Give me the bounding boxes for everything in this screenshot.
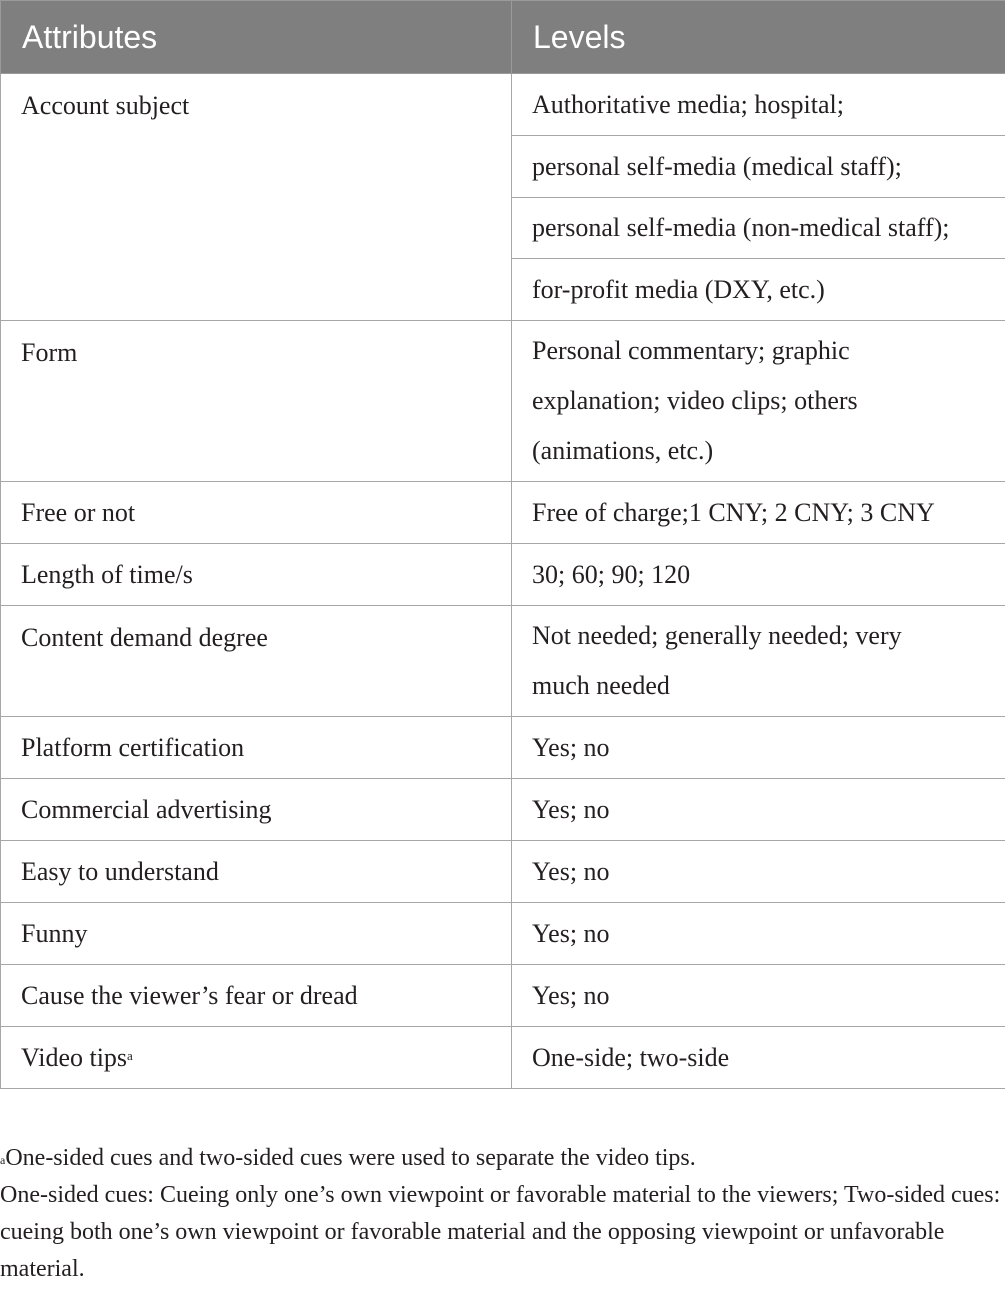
footnote-b: One-sided cues: Cueing only one’s own viewpoint or favorable material to the viewers; Two-sided cues: cueing both one’s own viewpoint or favorable material and the opposing viewpoint or unfavorable material. xyxy=(0,1182,1001,1282)
level-cell: Yes; no xyxy=(512,903,1005,965)
level-cell: for-profit media (DXY, etc.) xyxy=(512,259,1005,321)
footnote-a-marker: a xyxy=(0,1153,6,1167)
attribute-cell: Platform certification xyxy=(1,717,512,779)
header-attributes: Attributes xyxy=(1,1,512,74)
attribute-cell: Length of time/s xyxy=(1,544,512,606)
level-cell: Yes; no xyxy=(512,717,1005,779)
table-row xyxy=(1,482,1005,544)
attribute-cell: Funny xyxy=(1,903,512,965)
attribute-cell: Account subject xyxy=(1,74,512,321)
footnote-a-text: One-sided cues and two-sided cues were used to separate the video tips. xyxy=(5,1145,696,1171)
table-header-row xyxy=(1,1,1005,74)
attribute-cell: Cause the viewer’s fear or dread xyxy=(1,965,512,1027)
level-cell: Free of charge;1 CNY; 2 CNY; 3 CNY xyxy=(512,482,1005,544)
attribute-cell: Free or not xyxy=(1,482,512,544)
level-cell: Yes; no xyxy=(512,779,1005,841)
footnote-marker: a xyxy=(127,1048,133,1063)
level-cell: 30; 60; 90; 120 xyxy=(512,544,1005,606)
attribute-cell xyxy=(1,1027,512,1089)
attribute-cell: Form xyxy=(1,321,512,482)
table-row xyxy=(1,1027,1005,1089)
level-cell: personal self-media (non-medical staff); xyxy=(512,198,1005,259)
table-row xyxy=(1,965,1005,1027)
attribute-cell: Easy to understand xyxy=(1,841,512,903)
table-row xyxy=(1,903,1005,965)
level-cell: Authoritative media; hospital; xyxy=(512,74,1005,136)
attribute-cell: Commercial advertising xyxy=(1,779,512,841)
table-row xyxy=(1,74,1005,136)
level-cell: personal self-media (medical staff); xyxy=(512,136,1005,198)
table-row xyxy=(1,606,1005,717)
table-footnotes xyxy=(0,1140,1003,1288)
header-levels: Levels xyxy=(512,1,1005,74)
table-row xyxy=(1,779,1005,841)
level-cell: One-side; two-side xyxy=(512,1027,1005,1089)
footnote-a xyxy=(0,1140,1003,1177)
level-cell: Personal commentary; graphic explanation; video clips; others (animations, etc.) xyxy=(512,321,1005,482)
table-row xyxy=(1,717,1005,779)
table-row xyxy=(1,841,1005,903)
level-cell: Yes; no xyxy=(512,841,1005,903)
attribute-cell: Content demand degree xyxy=(1,606,512,717)
level-cell: Yes; no xyxy=(512,965,1005,1027)
table-row xyxy=(1,321,1005,482)
level-cell: Not needed; generally needed; very much needed xyxy=(512,606,1005,717)
table-row xyxy=(1,544,1005,606)
attribute-text: Video tips xyxy=(21,1043,128,1072)
